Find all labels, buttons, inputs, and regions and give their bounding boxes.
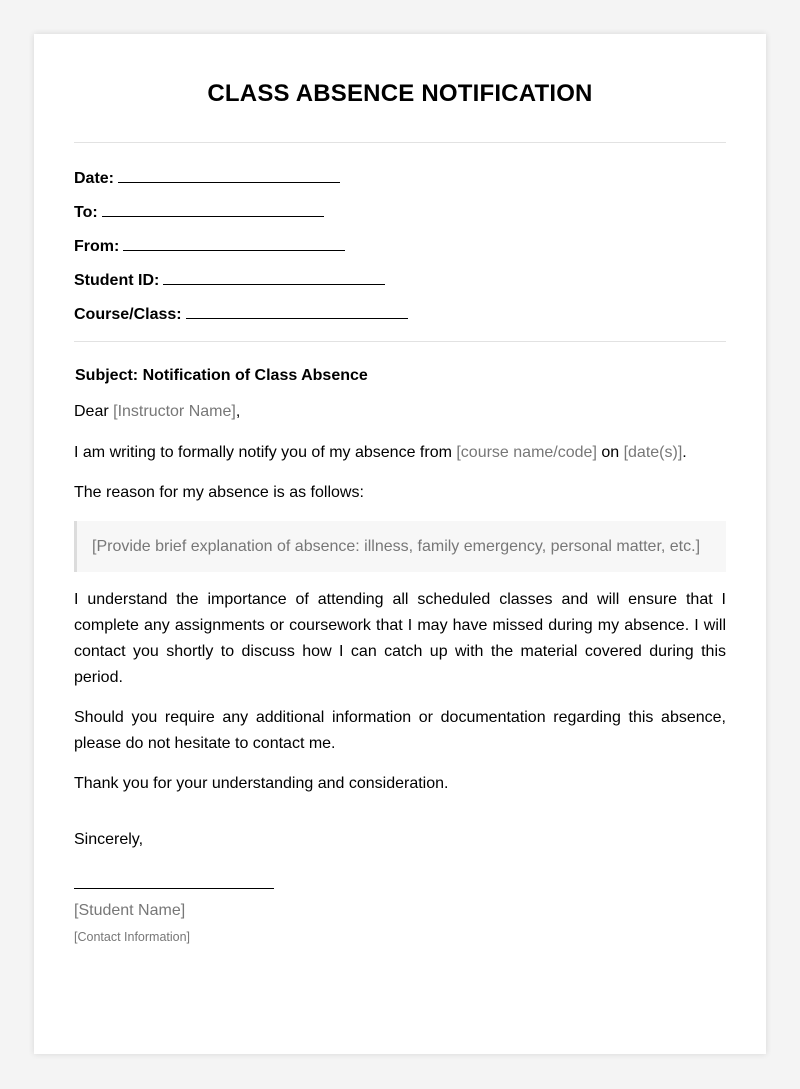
student-name-placeholder: [Student Name] — [74, 902, 186, 919]
notify-text-2: on — [596, 444, 624, 461]
understand-paragraph: I understand the importance of attending all scheduled classes and will ensure that I complete any assignments or coursework that I may have missed during my absence. I will contact you shortly to discuss how I can catch up with the material covered during this period. — [74, 591, 726, 686]
header-divider — [74, 142, 726, 143]
date-label: Date: — [74, 170, 115, 187]
instructor-name-placeholder: [Instructor Name] — [113, 403, 236, 420]
notify-text-1: I am writing to formally notify you of my absence from — [74, 444, 457, 461]
student-id-blank-line — [163, 269, 385, 285]
date-blank-line — [118, 167, 340, 183]
to-blank-line — [102, 201, 324, 217]
signature-line — [74, 888, 274, 889]
additional-info-paragraph: Should you require any additional information or documentation regarding this absence, please do not hesitate to contact me. — [74, 709, 726, 752]
course-class-label: Course/Class: — [74, 306, 182, 323]
thanks-paragraph: Thank you for your understanding and consideration. — [74, 775, 449, 792]
student-id-field — [74, 269, 726, 303]
course-class-blank-line — [186, 303, 408, 319]
date-placeholder: [date(s)] — [623, 444, 683, 461]
course-class-field — [74, 303, 726, 337]
subject-line: Subject: Notification of Class Absence — [75, 367, 368, 384]
document-page — [34, 34, 766, 1054]
student-id-label: Student ID: — [74, 272, 160, 289]
from-label: From: — [74, 238, 120, 255]
reason-intro: The reason for my absence is as follows: — [74, 484, 364, 501]
reason-placeholder-block: [Provide brief explanation of absence: illness, family emergency, personal matter, etc.] — [74, 521, 726, 572]
from-blank-line — [123, 235, 345, 251]
course-placeholder: [course name/code] — [456, 444, 597, 461]
closing: Sincerely, — [74, 831, 144, 848]
document-content — [74, 34, 726, 945]
from-field — [74, 235, 726, 269]
greeting — [74, 399, 726, 425]
greeting-prefix: Dear — [74, 403, 114, 420]
date-field — [74, 167, 726, 201]
notify-paragraph — [74, 440, 726, 466]
to-field — [74, 201, 726, 235]
header-fields — [74, 167, 726, 337]
fields-divider — [74, 341, 726, 342]
to-label: To: — [74, 204, 98, 221]
document-title: CLASS ABSENCE NOTIFICATION — [207, 80, 593, 107]
contact-info-placeholder: [Contact Information] — [74, 930, 191, 944]
greeting-suffix: , — [235, 403, 241, 420]
notify-text-3: . — [682, 444, 687, 461]
